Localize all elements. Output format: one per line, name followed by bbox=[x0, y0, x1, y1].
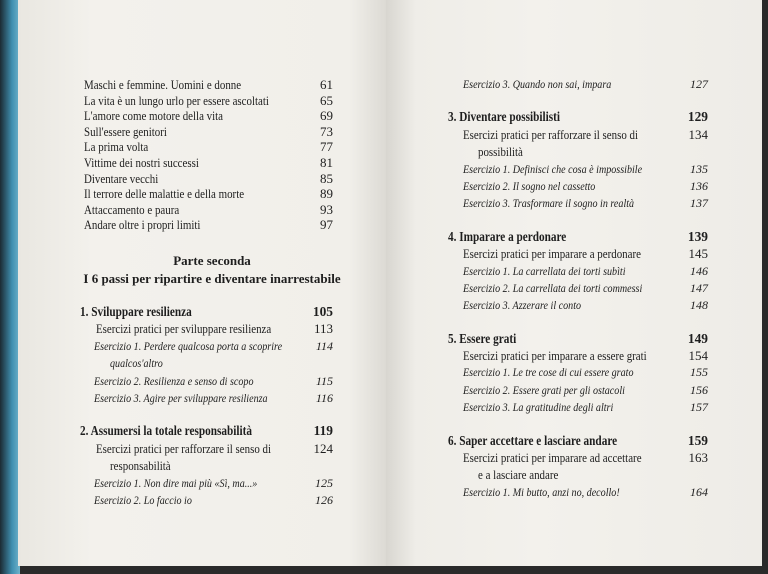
toc-exercise-row bbox=[18, 492, 386, 509]
entry-page-number: 113 bbox=[313, 321, 333, 337]
entry-page-number: 105 bbox=[312, 304, 333, 319]
toc-intro-list bbox=[18, 77, 386, 233]
toc-exercise-row bbox=[386, 178, 762, 195]
toc-row bbox=[386, 347, 762, 364]
entry-title: 4. Imparare a perdonare bbox=[448, 228, 567, 244]
entry-page-number: 69 bbox=[320, 108, 333, 124]
entry-page-number: 85 bbox=[320, 170, 333, 186]
entry-page-number: 148 bbox=[690, 298, 708, 313]
entry-page-number: 126 bbox=[315, 492, 333, 507]
entry-title: Esercizio 1. La carrellata dei torti subìti bbox=[463, 263, 626, 278]
entry-title: Esercizio 1. Mi butto, anzi no, decollo! bbox=[463, 484, 620, 499]
entry-title: 3. Diventare possibilisti bbox=[448, 109, 560, 125]
entry-title: Esercizi pratici per sviluppare resilienza bbox=[96, 321, 272, 337]
entry-page-number: 147 bbox=[690, 280, 708, 295]
entry-page-number: 145 bbox=[688, 246, 708, 262]
entry-page-number: 125 bbox=[315, 475, 333, 490]
toc-exercise-row bbox=[18, 355, 386, 372]
entry-title: Esercizio 2. Il sogno nel cassetto bbox=[463, 178, 596, 193]
entry-title: Esercizio 3. Quando non sai, impara bbox=[463, 77, 612, 91]
entry-page-number: 139 bbox=[687, 228, 708, 244]
entry-page-number: 127 bbox=[690, 77, 708, 91]
toc-exercise-row bbox=[386, 161, 762, 178]
entry-title: Esercizio 2. Essere grati per gli ostacoli bbox=[463, 382, 625, 397]
entry-title: Esercizio 3. Azzerare il conto bbox=[463, 298, 582, 313]
entry-page-number: 73 bbox=[320, 123, 333, 139]
entry-title: La prima volta bbox=[84, 139, 149, 155]
right-page bbox=[386, 0, 762, 566]
entry-title: Esercizio 1. Non dire mai più «Sì, ma...» bbox=[94, 475, 258, 490]
toc-exercise-row bbox=[386, 195, 762, 212]
toc-row bbox=[386, 126, 762, 143]
entry-page-number: 163 bbox=[688, 450, 708, 466]
entry-title: Esercizio 1. Definisci che cosa è impossibile bbox=[463, 161, 643, 176]
entry-page-number: 134 bbox=[688, 126, 708, 142]
toc-row bbox=[18, 139, 386, 155]
entry-title: Esercizio 3. La gratitudine degli altri bbox=[463, 400, 614, 415]
entry-title: Esercizi pratici per imparare a perdonare bbox=[463, 246, 641, 262]
part-heading bbox=[18, 252, 386, 288]
toc-exercise-row bbox=[18, 338, 386, 355]
part-two-section bbox=[18, 238, 386, 509]
toc-list bbox=[386, 76, 762, 501]
toc-chapter-row bbox=[18, 303, 386, 320]
entry-title: L'amore come motore della vita bbox=[84, 108, 224, 124]
entry-title: Esercizi pratici per imparare ad accettare bbox=[463, 450, 642, 466]
left-page bbox=[18, 0, 386, 566]
toc-row bbox=[18, 171, 386, 187]
entry-page-number: 146 bbox=[690, 263, 708, 278]
entry-title: La vita è un lungo urlo per essere ascoltati bbox=[84, 92, 269, 108]
entry-title: e a lasciare andare bbox=[478, 467, 559, 483]
toc-row bbox=[18, 202, 386, 218]
toc-exercise-row bbox=[386, 382, 762, 399]
toc-exercise-row bbox=[386, 297, 762, 314]
entry-page-number: 116 bbox=[315, 390, 333, 405]
toc-exercise-row bbox=[18, 390, 386, 407]
entry-page-number: 159 bbox=[687, 432, 708, 448]
toc-row bbox=[18, 320, 386, 337]
toc-row bbox=[18, 457, 386, 474]
entry-title: responsabilità bbox=[110, 458, 171, 474]
toc-exercise-row bbox=[18, 373, 386, 390]
entry-title: Esercizio 1. Le tre cose di cui essere grato bbox=[463, 365, 634, 380]
entry-page-number: 137 bbox=[690, 196, 708, 211]
toc-exercise-row bbox=[386, 280, 762, 297]
toc-row bbox=[18, 217, 386, 233]
toc-chapter-row bbox=[386, 228, 762, 245]
toc-chapter-row bbox=[18, 422, 386, 439]
entry-title: Esercizi pratici per imparare a essere grati bbox=[463, 348, 647, 364]
entry-title: Maschi e femmine. Uomini e donne bbox=[84, 77, 242, 92]
entry-title: possibilità bbox=[478, 144, 523, 160]
entry-title: Esercizi pratici per rafforzare il senso di bbox=[463, 126, 639, 142]
entry-page-number: 65 bbox=[320, 92, 333, 108]
toc-row bbox=[386, 143, 762, 160]
entry-title: Esercizio 2. Resilienza e senso di scopo bbox=[94, 373, 254, 388]
toc-list bbox=[18, 303, 386, 509]
entry-page-number: 97 bbox=[320, 217, 333, 233]
entry-title: Andare oltre i propri limiti bbox=[84, 217, 201, 233]
entry-title: Il terrore delle malattie e della morte bbox=[84, 186, 245, 202]
entry-page-number: 77 bbox=[320, 139, 333, 155]
entry-title: Vittime dei nostri successi bbox=[84, 154, 199, 170]
entry-page-number: 114 bbox=[315, 338, 333, 353]
entry-page-number: 136 bbox=[690, 178, 708, 193]
entry-title: Sull'essere genitori bbox=[84, 123, 167, 139]
entry-page-number: 93 bbox=[320, 201, 333, 217]
entry-title: Esercizio 2. La carrellata dei torti commessi bbox=[463, 280, 643, 295]
entry-title: 1. Sviluppare resilienza bbox=[80, 304, 192, 319]
entry-page-number: 135 bbox=[690, 161, 708, 176]
toc-row bbox=[18, 186, 386, 202]
entry-page-number: 155 bbox=[690, 365, 708, 380]
entry-page-number: 119 bbox=[313, 423, 333, 439]
part-subtitle: I 6 passi per ripartire e diventare inarrestabile bbox=[83, 271, 341, 286]
toc-exercise-row bbox=[386, 364, 762, 381]
toc-row bbox=[18, 124, 386, 140]
entry-title: 2. Assumersi la totale responsabilità bbox=[80, 423, 252, 439]
toc-exercise-row bbox=[386, 76, 762, 93]
entry-title: Esercizio 3. Agire per sviluppare resilienza bbox=[94, 390, 268, 405]
book-cover-edge bbox=[0, 0, 20, 574]
entry-page-number: 81 bbox=[320, 154, 333, 170]
entry-page-number: 156 bbox=[690, 382, 708, 397]
toc-row bbox=[18, 77, 386, 93]
entry-title: qualcos'altro bbox=[110, 356, 163, 371]
toc-row bbox=[18, 440, 386, 457]
toc-row bbox=[18, 108, 386, 124]
toc-exercise-row bbox=[386, 263, 762, 280]
toc-chapter-row bbox=[386, 330, 762, 347]
toc-chapter-row bbox=[386, 108, 762, 125]
toc-exercise-row bbox=[386, 399, 762, 416]
entry-page-number: 89 bbox=[320, 186, 333, 202]
entry-title: Esercizi pratici per rafforzare il senso di bbox=[96, 440, 272, 456]
toc-chapter-row bbox=[386, 432, 762, 449]
toc-row bbox=[18, 155, 386, 171]
entry-page-number: 157 bbox=[690, 400, 708, 415]
entry-title: Esercizio 1. Perdere qualcosa porta a scoprire bbox=[94, 338, 283, 353]
entry-page-number: 124 bbox=[313, 440, 333, 456]
entry-title: 5. Essere grati bbox=[448, 330, 517, 346]
toc-row bbox=[386, 245, 762, 262]
entry-page-number: 129 bbox=[687, 109, 708, 125]
entry-title: 6. Saper accettare e lasciare andare bbox=[448, 432, 618, 448]
toc-exercise-row bbox=[18, 475, 386, 492]
entry-page-number: 149 bbox=[687, 330, 708, 346]
entry-title: Esercizio 3. Trasformare il sogno in realtà bbox=[463, 196, 635, 211]
entry-title: Esercizio 2. Lo faccio io bbox=[94, 492, 192, 507]
entry-title: Diventare vecchi bbox=[84, 170, 159, 186]
entry-page-number: 61 bbox=[320, 77, 333, 92]
toc-exercise-row bbox=[386, 484, 762, 501]
part-label: Parte seconda bbox=[173, 253, 251, 268]
entry-page-number: 115 bbox=[315, 373, 333, 388]
entry-page-number: 154 bbox=[688, 348, 708, 364]
toc-row bbox=[386, 449, 762, 466]
entry-title: Attaccamento e paura bbox=[84, 201, 180, 217]
toc-row bbox=[18, 93, 386, 109]
toc-row bbox=[386, 466, 762, 483]
entry-page-number: 164 bbox=[690, 484, 708, 499]
